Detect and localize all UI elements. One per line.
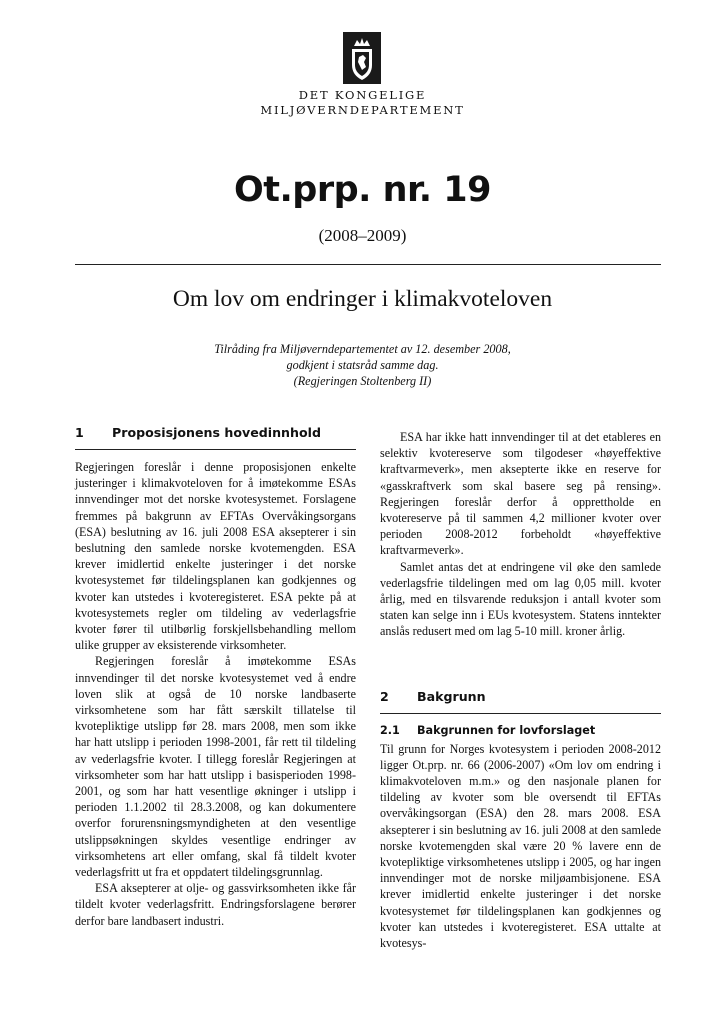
section-1-heading bbox=[75, 424, 356, 450]
approval-note bbox=[150, 341, 575, 389]
section-1-paragraph-5: Samlet antas det at endringene vil øke den samlede vederlagsfrie tildelingen med om lag 0,05 mill. kvoter årlig, med en tilsvarende reduksjon i antall kvoter som staten kan selge inn i EUs kvotesystem. Statens inntekter anslås redusert med om lag 5-10 mill. kroner årlig. bbox=[380, 559, 661, 639]
section-1-paragraph-3: ESA aksepterer at olje- og gassvirksomheten ikke får tildelt kvoter vederlagsfritt. Endringsforslagene berører derfor bare landbasert industri. bbox=[75, 881, 356, 928]
ministry-name bbox=[200, 88, 525, 118]
section-1-number: 1 bbox=[75, 425, 84, 440]
royal-crest-logo bbox=[343, 32, 381, 84]
approval-line-1: Tilråding fra Miljøverndepartementet av 12. desember 2008, bbox=[214, 342, 511, 356]
section-2-number: 2 bbox=[380, 688, 389, 704]
section-1-paragraph-1: Regjeringen foreslår i denne proposisjonen enkelte justeringer i klimakvoteloven for å imøtekomme ESAs innvendinger mot det norske kvotesystemet. Forslagene fremmes på bakgrunn av EFTAs Overvåkingsorgans (ESA) beslutning av 16. juli 2008 ESA aksepterer i sin beslutning den samlede norske kvotemengden. ESA krever imidlertid enkelte justeringer i det norske kvotesystemet før tildelingsplanen kan godkjennes og kvoter kan utstedes i kvoteregisteret. ESA pekte på at kvotesystemets regler om tildeling av vederlagsfrie kvoter fører til utilbørlig forskjellsbehandling mellom ulike grupper av eksisterende virksomheter. bbox=[75, 460, 356, 653]
ministry-line-2: MILJØVERNDEPARTEMENT bbox=[260, 103, 465, 117]
left-column bbox=[75, 424, 356, 929]
section-2-paragraph-1: Til grunn for Norges kvotesystem i perioden 2008-2012 ligger Ot.prp. nr. 66 (2006-2007) «Om lov om endring i klimakvoteloven m.m.» og den nasjonale planen for tildeling av kvoter som ble oversendt til EFTAs overvåkingsorgan (ESA) den 28. mars 2008. ESA aksepterer i sin beslutning av 16. juli 2008 at den samlede norske kvotemengden skal være 20 % lavere enn de kvotepliktige virksomhetenes utslipp i 2005, og har ingen innvendinger mot de norske miljøambisjonene. ESA krever imidlertid enkelte justeringer i det norske kvotesystemet før tildelingsplanen kan godkjennes og kvoter kan utstedes i kvoteregisteret. ESA uttalte at kvotesys- bbox=[380, 741, 661, 951]
title-divider bbox=[75, 264, 661, 265]
approval-line-2: godkjent i statsråd samme dag. bbox=[286, 358, 439, 372]
document-title: Ot.prp. nr. 19 bbox=[233, 170, 491, 210]
section-2-title: Bakgrunn bbox=[417, 688, 486, 704]
section-2-heading bbox=[380, 688, 661, 714]
approval-line-3: (Regjeringen Stoltenberg II) bbox=[293, 374, 432, 388]
subsection-2-1-number: 2.1 bbox=[380, 723, 400, 737]
right-column bbox=[380, 429, 661, 951]
document-subtitle: Om lov om endringer i klimakvoteloven bbox=[172, 286, 553, 312]
section-1-paragraph-4: ESA har ikke hatt innvendinger til at det etableres en selektiv kvotereserve som tilgodeser «høyeffektive kraftvarmeverk», men aksepterte ikke en reserve for «gasskraftverk som skal basere seg på rensing». Regjeringen foreslår derfor å opprettholde en kvotereserve på til sammen 4,2 millioner kvoter over perioden 2008-2012 forbeholdt «høyeffektive kraftvarmeverk». bbox=[380, 430, 661, 558]
document-year: (2008–2009) bbox=[318, 226, 407, 245]
subsection-2-1-title: Bakgrunnen for lovforslaget bbox=[417, 723, 596, 737]
ministry-line-1: DET KONGELIGE bbox=[298, 88, 427, 102]
section-1-title: Proposisjonens hovedinnhold bbox=[112, 425, 321, 440]
section-1-paragraph-2: Regjeringen foreslår å imøtekomme ESAs innvendinger til det norske kvotesystemet ved å endre loven slik at også de 10 norske landbaserte virksomhetene som har fått særskilt tillatelse til kvotepliktige utslipp før 28. mars 2008, men som ikke har hatt utslipp i perioden 1998-2001, får rett til tildeling av vederlagsfrie kvoter. I tillegg foreslår Regjeringen at virksomheter som har hatt utslipp i basisperioden 1998-2001, og som har hatt vesentlige økninger i utslipp i perioden 1.1.2002 til 28.3.2008, og kan dokumentere overfor forurensningsmyndigheten at den vesentlige utslippsøkningen skyldes vesentlige endringer av virksomhetens art eller omfang, skal få tildelt kvoter vederlagsfritt ut fra et oppdatert tildelingsgrunnlag. bbox=[75, 654, 356, 880]
subsection-2-1-heading bbox=[380, 723, 661, 739]
